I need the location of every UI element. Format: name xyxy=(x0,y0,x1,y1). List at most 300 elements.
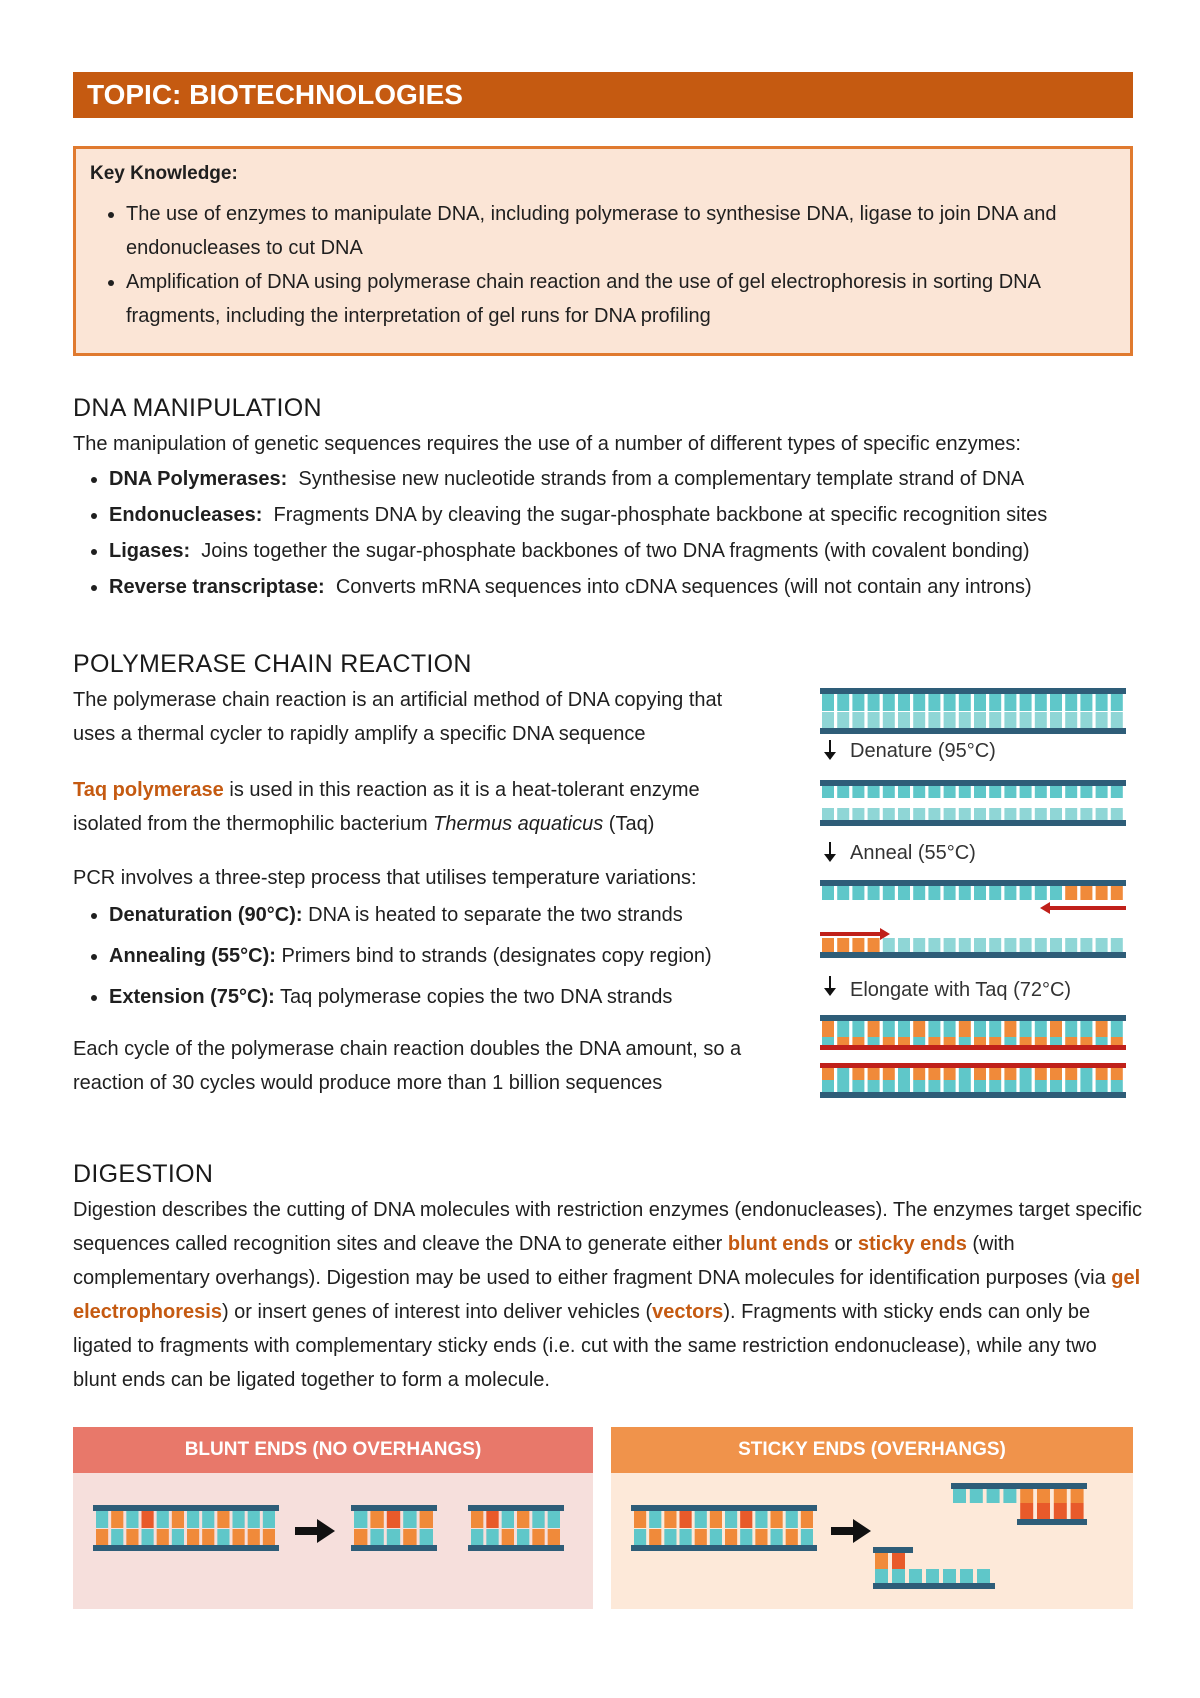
dna-base xyxy=(471,1529,483,1545)
dna-base xyxy=(928,1068,940,1080)
down-arrow-icon xyxy=(824,988,836,996)
pcr-step-term: Extension (75°C): xyxy=(109,986,275,1008)
dna-base xyxy=(1050,938,1062,952)
dna-base xyxy=(1020,694,1032,711)
dna-base xyxy=(944,786,956,798)
dna-base xyxy=(111,1529,123,1545)
dna-base xyxy=(837,1068,849,1080)
dna-base xyxy=(1004,1080,1016,1092)
dna-base xyxy=(1050,1021,1062,1037)
dna-base xyxy=(974,1068,986,1080)
right-arrow-icon xyxy=(853,1519,871,1543)
dna-base xyxy=(1071,1503,1084,1519)
pcr-step xyxy=(109,895,793,936)
dna-base xyxy=(852,694,864,711)
dna-base xyxy=(187,1511,199,1528)
enzyme-item xyxy=(109,461,1143,497)
dna-base xyxy=(725,1511,737,1528)
enzyme-item xyxy=(109,533,1143,569)
dna-base xyxy=(1050,694,1062,711)
dna-base xyxy=(883,1080,895,1092)
dna-base xyxy=(852,886,864,900)
dna-base xyxy=(649,1511,661,1528)
dna-base xyxy=(928,786,940,798)
dna-base xyxy=(1111,1068,1123,1080)
dna-base xyxy=(943,1569,956,1583)
dna-base xyxy=(548,1511,560,1528)
dna-base xyxy=(1096,1068,1108,1080)
dna-base xyxy=(944,1068,956,1080)
dna-backbone xyxy=(631,1545,817,1551)
dna-base xyxy=(1080,938,1092,952)
dna-base xyxy=(1065,886,1077,900)
dna-base xyxy=(1020,1068,1032,1080)
dna-base xyxy=(1080,808,1092,820)
pcr-step xyxy=(109,977,793,1018)
dna-backbone xyxy=(468,1505,564,1511)
dna-base xyxy=(959,712,971,728)
dna-base xyxy=(852,1080,864,1092)
pcr-paragraph-4: Each cycle of the polymerase chain reaction doubles the DNA amount, so a reaction of 30 cycles would produce more than 1 billion sequences xyxy=(73,1038,742,1094)
dna-base xyxy=(913,1080,925,1092)
dna-base xyxy=(1035,712,1047,728)
down-arrow-icon xyxy=(829,740,831,754)
dna-base xyxy=(202,1529,214,1545)
dna-base xyxy=(202,1511,214,1528)
dna-backbone xyxy=(951,1483,1087,1489)
dna-backbone xyxy=(93,1505,279,1511)
dna-base xyxy=(387,1529,400,1545)
dna-base xyxy=(868,886,880,900)
dna-base xyxy=(1035,786,1047,798)
dna-base xyxy=(1020,1503,1033,1519)
dna-base xyxy=(1096,1080,1108,1092)
dna-base xyxy=(1071,1489,1084,1503)
dna-base xyxy=(852,1021,864,1037)
dna-base xyxy=(883,808,895,820)
dna-base xyxy=(532,1529,544,1545)
dna-base xyxy=(387,1511,400,1528)
dna-base xyxy=(233,1511,245,1528)
dna-base xyxy=(725,1529,737,1545)
dna-base xyxy=(1080,1068,1092,1080)
species-name: Thermus aquaticus xyxy=(433,813,604,835)
dna-base xyxy=(1065,694,1077,711)
enzyme-desc: Converts mRNA sequences into cDNA sequences (will not contain any introns) xyxy=(335,576,1032,598)
dna-base xyxy=(1037,1489,1050,1503)
dna-base xyxy=(959,786,971,798)
dna-base xyxy=(634,1511,646,1528)
key-knowledge-item: • Amplification of DNA using polymerase chain reaction and the use of gel electrophoresis in sorting DNA fragments, including the interpretation of gel runs for DNA profiling xyxy=(126,265,1116,333)
dna-base xyxy=(928,1080,940,1092)
dna-base xyxy=(1050,808,1062,820)
dna-base xyxy=(898,694,910,711)
dna-base xyxy=(989,786,1001,798)
dna-backbone xyxy=(820,880,1126,886)
dna-base xyxy=(1020,938,1032,952)
dna-base xyxy=(142,1511,154,1528)
dna-base xyxy=(1080,712,1092,728)
dna-base xyxy=(898,938,910,952)
dna-base xyxy=(1035,1080,1047,1092)
dna-base xyxy=(989,886,1001,900)
dna-base xyxy=(989,694,1001,711)
down-arrow-icon xyxy=(829,976,831,990)
dna-base xyxy=(1111,1021,1123,1037)
anneal-label: Anneal (55°C) xyxy=(850,842,976,864)
key-knowledge-box xyxy=(73,146,1133,356)
dna-backbone xyxy=(820,728,1126,734)
dna-base xyxy=(502,1529,514,1545)
dna-base xyxy=(989,1080,1001,1092)
pcr-step-desc: DNA is heated to separate the two strands xyxy=(302,904,683,926)
dna-base xyxy=(1096,938,1108,952)
new-strand xyxy=(820,1045,1126,1050)
dna-backbone xyxy=(631,1505,817,1511)
dna-base xyxy=(1050,886,1062,900)
dna-base xyxy=(898,712,910,728)
dna-base xyxy=(837,1021,849,1037)
dna-base xyxy=(1004,1068,1016,1080)
dna-base xyxy=(740,1529,752,1545)
key-knowledge-title: Key Knowledge: xyxy=(90,163,238,184)
dna-base xyxy=(959,1021,971,1037)
dna-base xyxy=(786,1511,798,1528)
dna-backbone xyxy=(468,1545,564,1551)
dna-base xyxy=(989,1068,1001,1080)
dna-base xyxy=(944,886,956,900)
dna-base xyxy=(883,1068,895,1080)
dna-base xyxy=(649,1529,661,1545)
dna-base xyxy=(1004,1021,1016,1037)
dna-backbone xyxy=(820,820,1126,826)
down-arrow-icon xyxy=(824,854,836,862)
dna-base xyxy=(1080,886,1092,900)
dna-base xyxy=(974,808,986,820)
dna-base xyxy=(1111,1080,1123,1092)
dna-base xyxy=(977,1569,990,1583)
dna-base xyxy=(852,808,864,820)
pcr-paragraph-1: The polymerase chain reaction is an artificial method of DNA copying that uses a thermal cycler to rapidly amplify a specific DNA sequence xyxy=(73,689,723,745)
dna-base xyxy=(913,808,925,820)
dna-base xyxy=(837,712,849,728)
dna-base xyxy=(822,1068,834,1080)
dna-base xyxy=(837,886,849,900)
dna-base xyxy=(959,808,971,820)
dna-base xyxy=(883,1021,895,1037)
dna-base xyxy=(989,712,1001,728)
dna-backbone xyxy=(873,1583,995,1589)
enzyme-term: Endonucleases: xyxy=(109,504,263,526)
new-strand xyxy=(820,1063,1126,1068)
dna-base xyxy=(852,1068,864,1080)
dna-base xyxy=(852,712,864,728)
blunt-ends-heading: BLUNT ENDS (NO OVERHANGS) xyxy=(73,1427,593,1473)
enzyme-list xyxy=(73,461,1143,605)
dna-base xyxy=(664,1529,676,1545)
digestion-section xyxy=(73,1160,1143,1397)
dna-base xyxy=(822,786,834,798)
dna-base xyxy=(944,808,956,820)
dna-base xyxy=(740,1511,752,1528)
digestion-text: ). Fragments with sticky ends can only be ligated to fragments with complementary sticky ends (i.e. cut with the same restriction endonuclease), while any two blunt ends can be ligated together to form a molecule. xyxy=(73,1301,1097,1391)
dna-base xyxy=(370,1511,383,1528)
topic-banner: TOPIC: BIOTECHNOLOGIES xyxy=(73,72,1133,118)
dna-base xyxy=(1004,786,1016,798)
digestion-text: (with complementary overhangs). Digestion may be used to either fragment DNA molecules for identification purposes (via xyxy=(73,1233,1112,1289)
dna-backbone xyxy=(1017,1519,1087,1525)
dna-base xyxy=(852,786,864,798)
dna-base xyxy=(710,1529,722,1545)
dna-base xyxy=(517,1529,529,1545)
dna-base xyxy=(959,938,971,952)
dna-base xyxy=(263,1511,275,1528)
dna-base xyxy=(664,1511,676,1528)
dna-base xyxy=(913,786,925,798)
dna-base xyxy=(898,886,910,900)
denature-label: Denature (95°C) xyxy=(850,740,996,762)
dna-base xyxy=(755,1529,767,1545)
dna-base xyxy=(987,1489,1000,1503)
dna-base xyxy=(953,1489,966,1503)
dna-base xyxy=(548,1529,560,1545)
dna-base xyxy=(974,786,986,798)
dna-base xyxy=(959,1068,971,1080)
dna-base xyxy=(486,1529,498,1545)
dna-base xyxy=(913,1068,925,1080)
enzyme-term: Reverse transcriptase: xyxy=(109,576,325,598)
dna-base xyxy=(1111,786,1123,798)
dna-base xyxy=(875,1569,888,1583)
dna-base xyxy=(868,1080,880,1092)
dna-base xyxy=(755,1511,767,1528)
dna-base xyxy=(710,1511,722,1528)
sticky-ends-diagram xyxy=(611,1473,1133,1609)
digestion-text: ) or insert genes of interest into deliver vehicles ( xyxy=(221,1301,653,1323)
dna-base xyxy=(354,1511,367,1528)
dna-base xyxy=(1004,808,1016,820)
pcr-paragraph-2 xyxy=(73,773,773,841)
dna-base xyxy=(486,1511,498,1528)
dna-base xyxy=(403,1529,416,1545)
dna-base xyxy=(913,712,925,728)
dna-base xyxy=(1054,1503,1067,1519)
dna-base xyxy=(680,1529,692,1545)
dna-base xyxy=(1020,786,1032,798)
dna-base xyxy=(913,886,925,900)
dna-base xyxy=(959,1080,971,1092)
dna-base xyxy=(1037,1503,1050,1519)
dna-base xyxy=(1054,1489,1067,1503)
dna-base xyxy=(837,808,849,820)
dna-base xyxy=(1065,808,1077,820)
dna-base xyxy=(928,886,940,900)
dna-base xyxy=(1035,886,1047,900)
dna-base xyxy=(822,694,834,711)
dna-base xyxy=(1035,1068,1047,1080)
dna-base xyxy=(928,712,940,728)
dna-base xyxy=(111,1511,123,1528)
dna-backbone xyxy=(820,1092,1126,1098)
dna-base xyxy=(1080,786,1092,798)
dna-base xyxy=(944,694,956,711)
enzyme-term: Ligases: xyxy=(109,540,191,562)
dna-base xyxy=(1111,712,1123,728)
blunt-ends-term: blunt ends xyxy=(727,1233,829,1255)
dna-base xyxy=(1111,694,1123,711)
dna-base xyxy=(989,938,1001,952)
enzyme-desc: Synthesise new nucleotide strands from a complementary template strand of DNA xyxy=(298,468,1025,490)
dna-base xyxy=(1111,886,1123,900)
dna-base xyxy=(1004,938,1016,952)
dna-base xyxy=(928,1021,940,1037)
dna-base xyxy=(370,1529,383,1545)
dna-base xyxy=(786,1529,798,1545)
enzyme-term: DNA Polymerases: xyxy=(109,468,288,490)
dna-base xyxy=(1050,1080,1062,1092)
dna-base xyxy=(928,694,940,711)
pcr-step-desc: Taq polymerase copies the two DNA strands xyxy=(274,986,673,1008)
dna-base xyxy=(883,938,895,952)
dna-base xyxy=(974,938,986,952)
dna-base xyxy=(771,1511,783,1528)
dna-base xyxy=(172,1511,184,1528)
dna-base xyxy=(420,1511,433,1528)
dna-base xyxy=(157,1511,169,1528)
dna-base xyxy=(822,938,834,952)
dna-base xyxy=(233,1529,245,1545)
dna-base xyxy=(1020,1021,1032,1037)
blunt-ends-diagram xyxy=(73,1473,593,1609)
down-arrow-icon xyxy=(829,842,831,856)
dna-base xyxy=(892,1569,905,1583)
enzyme-desc: Fragments DNA by cleaving the sugar-phosphate backbone at specific recognition sites xyxy=(273,504,1048,526)
dna-base xyxy=(126,1511,138,1528)
dna-base xyxy=(974,1021,986,1037)
pcr-text: (Taq) xyxy=(603,813,655,835)
down-arrow-icon xyxy=(824,752,836,760)
dna-base xyxy=(771,1529,783,1545)
dna-base xyxy=(1111,808,1123,820)
dna-base xyxy=(944,1080,956,1092)
dna-backbone xyxy=(351,1545,437,1551)
dna-backbone xyxy=(820,1015,1126,1021)
dna-base xyxy=(680,1511,692,1528)
pcr-step-desc: Primers bind to strands (designates copy region) xyxy=(275,945,712,967)
dna-base xyxy=(974,886,986,900)
dna-base xyxy=(898,808,910,820)
dna-base xyxy=(1080,1080,1092,1092)
dna-base xyxy=(695,1529,707,1545)
dna-base xyxy=(263,1529,275,1545)
dna-base xyxy=(1020,1489,1033,1503)
dna-base xyxy=(868,786,880,798)
enzyme-item xyxy=(109,569,1143,605)
dna-backbone xyxy=(820,952,1126,958)
dna-base xyxy=(1065,712,1077,728)
dna-base xyxy=(1065,1080,1077,1092)
dna-base xyxy=(634,1529,646,1545)
dna-base xyxy=(142,1529,154,1545)
primer-strand xyxy=(820,932,880,936)
sticky-ends-panel xyxy=(611,1427,1133,1609)
dna-base xyxy=(126,1529,138,1545)
right-arrow-icon xyxy=(831,1527,855,1535)
dna-base xyxy=(898,786,910,798)
dna-base xyxy=(1096,712,1108,728)
dna-base xyxy=(1096,694,1108,711)
section-heading: DIGESTION xyxy=(73,1160,214,1188)
dna-base xyxy=(822,712,834,728)
dna-base xyxy=(420,1529,433,1545)
dna-base xyxy=(96,1511,108,1528)
pcr-paragraph-3: PCR involves a three-step process that utilises temperature variations: xyxy=(73,867,697,889)
pcr-step-term: Denaturation (90°C): xyxy=(109,904,303,926)
digestion-text: Digestion describes the cutting of DNA molecules with restriction enzymes (endonucleases). The enzymes target specific sequences called recognition sites and cleave the DNA to generate either xyxy=(73,1199,1143,1255)
dna-base xyxy=(868,1068,880,1080)
dna-backbone xyxy=(93,1545,279,1551)
dna-base xyxy=(898,1080,910,1092)
dna-base xyxy=(1065,786,1077,798)
dna-base xyxy=(695,1511,707,1528)
pcr-step-term: Annealing (55°C): xyxy=(109,945,276,967)
dna-base xyxy=(959,886,971,900)
dna-base xyxy=(875,1553,888,1569)
elongate-label: Elongate with Taq (72°C) xyxy=(850,979,1072,1001)
dna-backbone xyxy=(351,1505,437,1511)
dna-base xyxy=(96,1529,108,1545)
dna-base xyxy=(989,1021,1001,1037)
dna-base xyxy=(801,1511,813,1528)
dna-backbone xyxy=(820,780,1126,786)
dna-base xyxy=(913,694,925,711)
dna-manipulation-section xyxy=(73,394,1143,605)
dna-base xyxy=(944,938,956,952)
dna-base xyxy=(471,1511,483,1528)
dna-base xyxy=(883,694,895,711)
dna-base xyxy=(837,938,849,952)
dna-base xyxy=(1050,786,1062,798)
dna-base xyxy=(837,1080,849,1092)
dna-base xyxy=(1035,694,1047,711)
primer-arrow-icon xyxy=(1040,902,1050,914)
dna-base xyxy=(502,1511,514,1528)
dna-base xyxy=(970,1489,983,1503)
dna-base xyxy=(868,808,880,820)
dna-base xyxy=(1003,1489,1016,1503)
dna-base xyxy=(1020,886,1032,900)
dna-base xyxy=(217,1511,229,1528)
dna-base xyxy=(801,1529,813,1545)
primer-strand xyxy=(1050,906,1126,910)
dna-base xyxy=(868,712,880,728)
pcr-text: is used in this reaction as it is a heat-tolerant enzyme isolated from the thermophilic bacterium xyxy=(73,779,700,835)
dna-base xyxy=(1004,712,1016,728)
dna-base xyxy=(909,1569,922,1583)
dna-base xyxy=(1020,1080,1032,1092)
dna-base xyxy=(974,694,986,711)
dna-base xyxy=(1065,938,1077,952)
dna-base xyxy=(960,1569,973,1583)
dna-base xyxy=(959,694,971,711)
dna-base xyxy=(1080,1021,1092,1037)
sticky-ends-term: sticky ends xyxy=(857,1233,967,1255)
dna-base xyxy=(248,1529,260,1545)
dna-base xyxy=(157,1529,169,1545)
dna-base xyxy=(822,886,834,900)
dna-base xyxy=(928,808,940,820)
dna-base xyxy=(928,938,940,952)
